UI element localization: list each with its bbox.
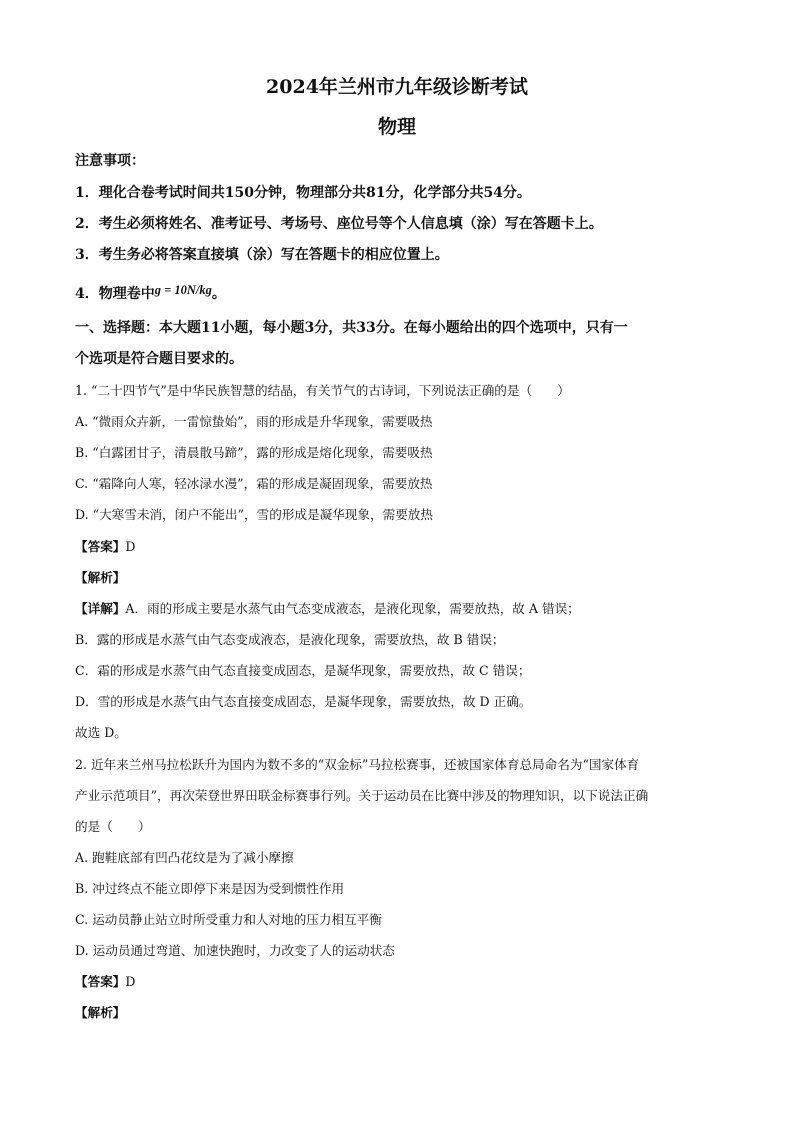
notice-item-4 — [75, 283, 226, 303]
notice-item-4-suffix: 。 — [211, 286, 226, 302]
q1-detail-line-1 — [75, 598, 580, 617]
q2-stem-line-3: 的是（ ） — [75, 819, 151, 834]
q1-analysis-tag: 【解析】 — [75, 570, 126, 585]
notice-item-2: 2．考生必须将姓名、准考证号、考场号、座位号等个人信息填（涂）写在答题卡上。 — [75, 216, 603, 232]
q1-detail-tag: 【详解】 — [75, 601, 126, 616]
q2-option-c: C. 运动员静止站立时所受重力和人对地的压力相互平衡 — [75, 912, 382, 927]
q1-detail-b: B．露的形成是水蒸气由气态变成液态，是液化现象，需要放热，故 B 错误； — [75, 632, 505, 647]
exam-title: 2024年兰州市九年级诊断考试 — [266, 76, 528, 98]
q1-detail-c: C．霜的形成是水蒸气由气态直接变成固态，是凝华现象，需要放热，故 C 错误； — [75, 663, 531, 678]
q1-answer — [75, 536, 135, 555]
q2-answer-tag: 【答案】 — [75, 974, 126, 989]
q1-stem: 1. “二十四节气”是中华民族智慧的结晶，有关节气的古诗词，下列说法正确的是（ ） — [75, 383, 570, 398]
notice-item-4-prefix: 4．物理卷中 — [75, 286, 155, 302]
q2-stem-line-2: 产业示范项目”，再次荣登世界田联金标赛事行列。关于运动员在比赛中涉及的物理知识，以下说法正确 — [75, 788, 649, 803]
q1-detail-a: A．雨的形成主要是水蒸气由气态变成液态，是液化现象，需要放热，故 A 错误； — [125, 601, 580, 616]
q2-option-d: D. 运动员通过弯道、加速快跑时，力改变了人的运动状态 — [75, 943, 395, 958]
q1-option-d: D. “大寒雪未消，闭户不能出”，雪的形成是凝华现象，需要放热 — [75, 507, 433, 522]
notice-item-1: 1．理化合卷考试时间共150分钟，物理部分共81分，化学部分共54分。 — [75, 185, 531, 201]
q2-answer — [75, 971, 135, 990]
gravity-formula: g = 10N/kg — [154, 283, 212, 297]
q2-option-b: B. 冲过终点不能立即停下来是因为受到惯性作用 — [75, 881, 345, 896]
q2-analysis-tag: 【解析】 — [75, 1005, 126, 1020]
q1-answer-tag: 【答案】 — [75, 539, 126, 554]
q1-answer-value: D — [125, 539, 136, 554]
q2-answer-value: D — [125, 974, 136, 989]
q2-stem-line-1: 2. 近年来兰州马拉松跃升为国内为数不多的“双金标”马拉松赛事，还被国家体育总局命名为“国家体育 — [75, 757, 640, 772]
section-heading-line-1: 一、选择题：本大题11小题，每小题3分，共33分。在每小题给出的四个选项中，只有一 — [75, 320, 628, 336]
q1-option-a: A. “微雨众卉新，一雷惊蛰始”，雨的形成是升华现象，需要吸热 — [75, 414, 433, 429]
q1-conclusion: 故选 D。 — [75, 725, 127, 740]
q1-option-b: B. “白露团甘子，清晨散马蹄”，露的形成是熔化现象，需要吸热 — [75, 445, 433, 460]
notice-heading: 注意事项： — [75, 153, 145, 169]
q1-option-c: C. “霜降向人寒，轻冰渌水漫”，霜的形成是凝固现象，需要放热 — [75, 476, 433, 491]
q1-detail-d: D．雪的形成是水蒸气由气态直接变成固态，是凝华现象，需要放热，故 D 正确。 — [75, 694, 532, 709]
notice-item-3: 3．考生务必将答案直接填（涂）写在答题卡的相应位置上。 — [75, 247, 449, 263]
section-heading-line-2: 个选项是符合题目要求的。 — [75, 351, 243, 367]
q2-option-a: A. 跑鞋底部有凹凸花纹是为了减小摩擦 — [75, 850, 294, 865]
subject-title: 物理 — [377, 116, 416, 138]
